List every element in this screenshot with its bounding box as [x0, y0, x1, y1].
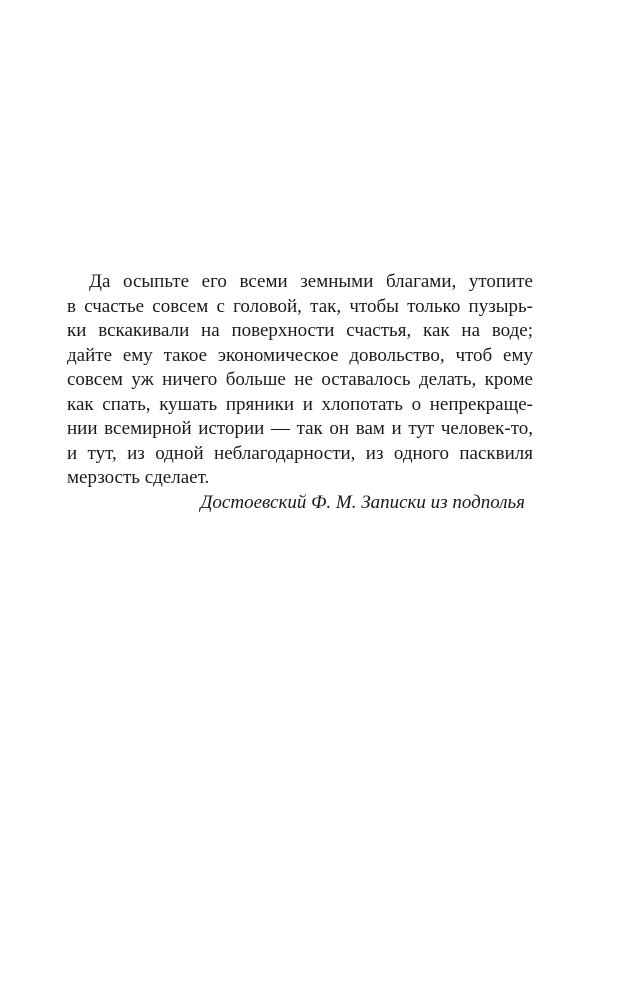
quote-line: Да осыпьте его всеми земными благами, утопите	[89, 271, 533, 292]
epigraph-attribution: Достоевский Ф. М. Записки из подполья	[200, 491, 525, 513]
quote-line: и тут, из одной неблагодарности, из одного пасквиля	[67, 442, 533, 464]
quote-line: совсем уж ничего больше не оставалось делать, кроме	[67, 369, 533, 390]
quote-line: как спать, кушать пряники и хлопотать о непрекраще-	[67, 393, 533, 415]
quote-line: в счастье совсем с головой, так, чтобы только пузырь-	[67, 295, 533, 317]
epigraph	[67, 270, 533, 515]
quote-line: ки вскакивали на поверхности счастья, как на воде;	[67, 320, 533, 341]
quote-line: дайте ему такое экономическое довольство, чтоб ему	[67, 344, 533, 366]
quote-line: мерзость сделает.	[67, 467, 210, 488]
quote-line: нии всемирной истории — так он вам и тут человек-то,	[67, 418, 533, 439]
